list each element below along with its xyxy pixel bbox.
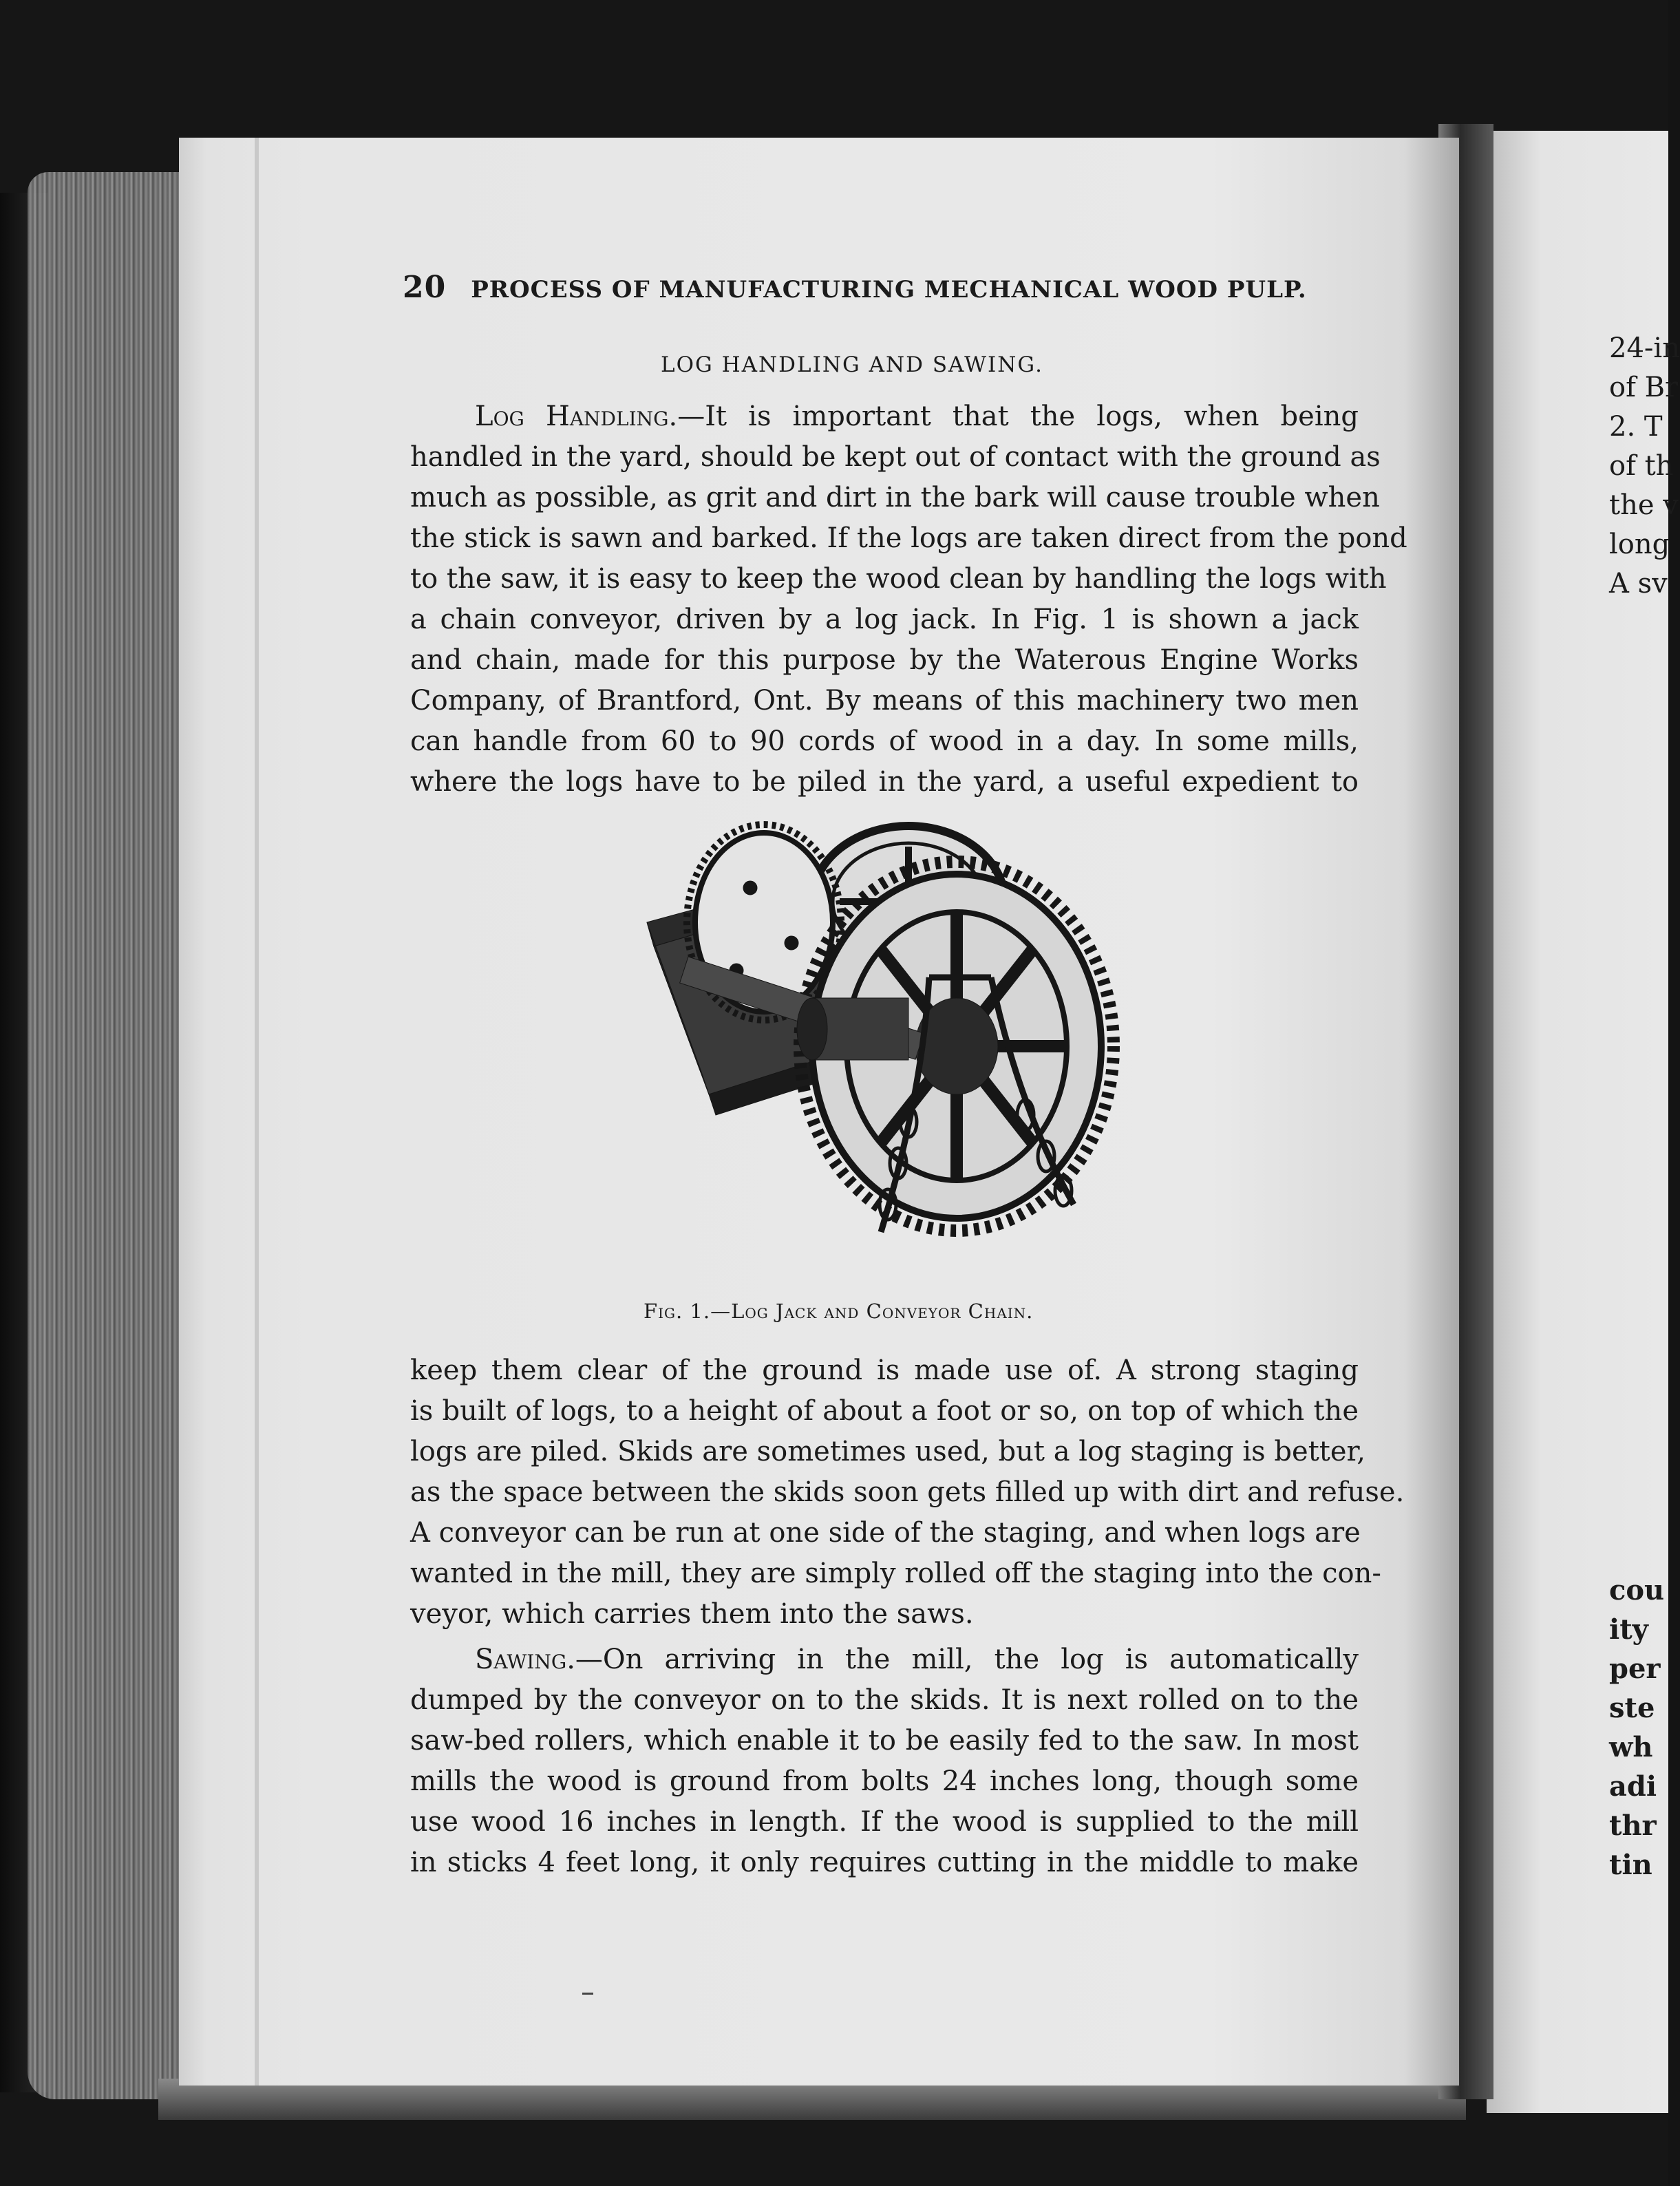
running-head-title: PROCESS OF MANUFACTURING MECHANICAL WOOD PULP. <box>471 276 1307 304</box>
text-line: where the logs have to be piled in the yard, a useful expedient to <box>410 766 1359 798</box>
text-line: handled in the yard, should be kept out of contact with the ground as <box>410 441 1381 473</box>
paragraph-lead: Sawing. <box>475 1644 575 1675</box>
fragment-line: cou <box>1609 1574 1665 1606</box>
fragment-line: ste <box>1609 1692 1655 1724</box>
fragment-line: 24-in <box>1609 332 1680 364</box>
text-line: dumped by the conveyor on to the skids. It is next rolled on to the <box>410 1684 1359 1716</box>
text-line: Company, of Brantford, Ont. By means of this machinery two men <box>410 685 1359 717</box>
text-line: veyor, which carries them into the saws. <box>410 1598 974 1630</box>
fragment-line: long <box>1609 529 1670 560</box>
log-jack-illustration <box>633 819 1129 1260</box>
fragment-line: tin <box>1609 1849 1652 1881</box>
fragment-line: ity <box>1609 1613 1648 1646</box>
text-line: is built of logs, to a height of about a foot or so, on top of which the <box>410 1395 1359 1427</box>
text-line: saw-bed rollers, which enable it to be easily fed to the saw. In most <box>410 1725 1359 1757</box>
text-line: Sawing.—On arriving in the mill, the log is automatically <box>475 1644 1359 1675</box>
fragment-line: thr <box>1609 1810 1657 1842</box>
text-line: to the saw, it is easy to keep the wood clean by handling the logs with <box>410 563 1387 595</box>
fragment-line: adi <box>1609 1770 1657 1803</box>
fragment-line: per <box>1609 1653 1661 1685</box>
text-line: and chain, made for this purpose by the Waterous Engine Works <box>410 644 1359 676</box>
fragment-line: of Br <box>1609 372 1679 403</box>
text-line: mills the wood is ground from bolts 24 inches long, though some <box>410 1765 1359 1797</box>
fragment-line: wh <box>1609 1731 1653 1763</box>
section-title: LOG HANDLING AND SAWING. <box>661 352 1043 377</box>
paragraph-sawing <box>410 1640 1359 1883</box>
text-line: A conveyor can be run at one side of the staging, and when logs are <box>410 1517 1361 1549</box>
fragment-line: A sv <box>1609 568 1668 599</box>
page-number: 20 <box>403 270 447 305</box>
paragraph-lead: Log Handling. <box>475 401 678 432</box>
paragraph-staging <box>410 1350 1405 1635</box>
facing-page-fragments-top <box>1609 329 1680 604</box>
text-line: the stick is sawn and barked. If the logs are taken direct from the pond <box>410 522 1407 554</box>
print-mark <box>582 1993 593 1995</box>
fragment-line: the v <box>1609 489 1679 521</box>
text-line: a chain conveyor, driven by a log jack. In Fig. 1 is shown a jack <box>410 604 1359 635</box>
text-line: logs are piled. Skids are sometimes used, but a log staging is better, <box>410 1436 1365 1467</box>
text-line: in sticks 4 feet long, it only requires cutting in the middle to make <box>410 1847 1359 1878</box>
text-line: keep them clear of the ground is made use of. A strong staging <box>410 1355 1359 1386</box>
facing-page-fragments-bottom <box>1609 1571 1664 1885</box>
text-line: much as possible, as grit and dirt in the bark will cause trouble when <box>410 482 1380 513</box>
text-line: as the space between the skids soon gets filled up with dirt and refuse. <box>410 1476 1405 1508</box>
page-edges-left <box>28 172 193 2099</box>
running-head <box>403 270 1366 305</box>
fragment-line: of th <box>1609 450 1674 482</box>
text-line: can handle from 60 to 90 cords of wood in a day. In some mills, <box>410 725 1359 757</box>
text-line: wanted in the mill, they are simply rolled off the staging into the con- <box>410 1558 1381 1589</box>
paragraph-log-handling <box>410 396 1407 803</box>
text-line: use wood 16 inches in length. If the wood is supplied to the mill <box>410 1806 1359 1838</box>
text-line: Log Handling.—It is important that the logs, when being <box>475 401 1359 432</box>
figure-caption: Fig. 1.—Log Jack and Conveyor Chain. <box>644 1299 1034 1323</box>
fragment-line: 2. T <box>1609 411 1663 443</box>
